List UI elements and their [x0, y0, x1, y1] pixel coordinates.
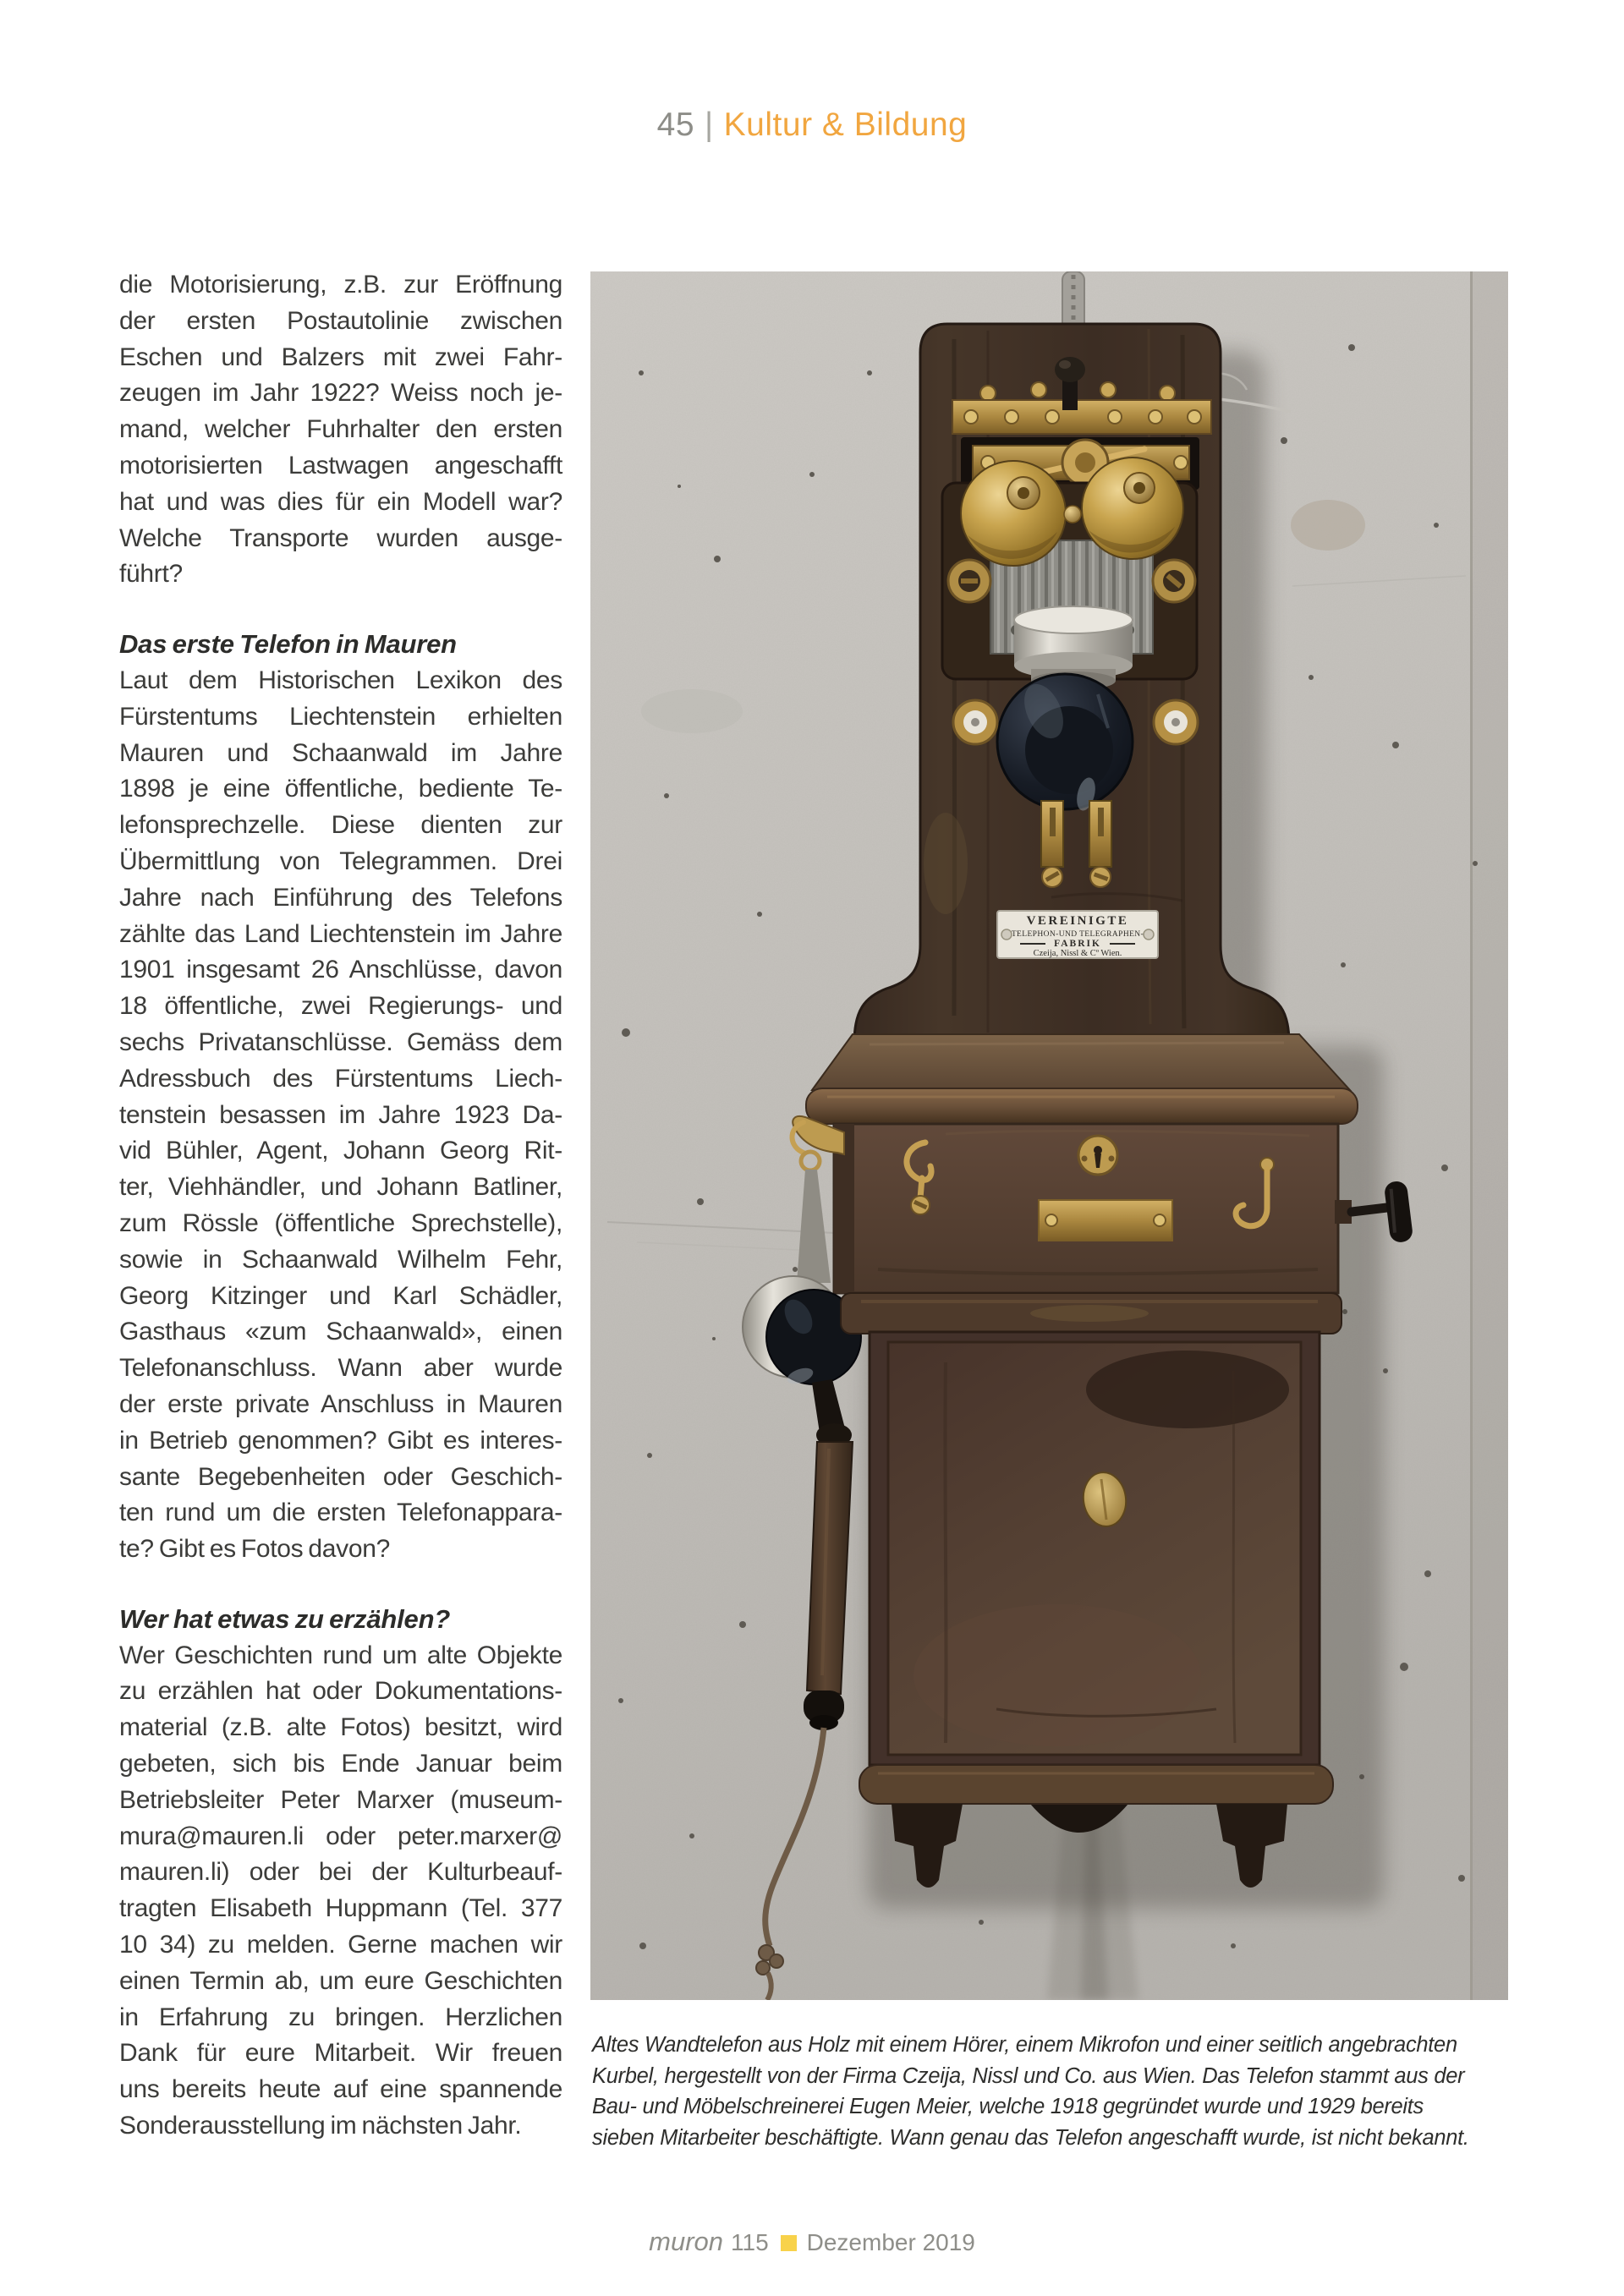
desk-brass-plate: [1039, 1200, 1172, 1241]
intro-paragraph: [119, 267, 562, 593]
lower-cabinet: [870, 1332, 1320, 1765]
text-line: die Motorisierung, z.B. zur Eröffnung: [119, 271, 562, 299]
plate-line-2: TELEPHON-UND TELEGRAPHEN-: [1011, 930, 1144, 939]
text-line: Telefonanschluss. Wann aber wurde: [119, 1354, 562, 1383]
page-footer: [0, 2227, 1624, 2257]
section-paragraph-erzaehlen: [119, 1638, 562, 2145]
text-line: motorisierten Lastwagen angeschafft: [119, 451, 562, 479]
magazine-name: muron: [649, 2227, 723, 2256]
page-number: 45: [656, 107, 695, 143]
text-line: sechs Privatanschlüsse. Gemäss dem: [119, 1027, 562, 1056]
photo-caption: [592, 2030, 1512, 2153]
text-line: Adressbuch des Fürstentums Liech-: [119, 1064, 562, 1093]
text-line: tragten Elisabeth Huppmann (Tel. 377: [119, 1894, 562, 1923]
text-line: Übermittlung von Telegrammen. Drei: [119, 847, 562, 875]
text-line: einen Termin ab, um eure Geschichten: [119, 1966, 562, 1995]
footer-bullet-icon: [781, 2235, 797, 2251]
text-line: in Erfahrung zu bringen. Herzlichen: [119, 2003, 562, 2031]
text-line: zu erzählen hat oder Dokumentations-: [119, 1677, 562, 1706]
text-line: Mauren und Schaanwald im Jahre: [119, 738, 562, 767]
keyhole-escutcheon: [1078, 1136, 1117, 1175]
text-line: Fürstentums Liechtenstein erhielten: [119, 702, 562, 731]
text-line: vid Bühler, Agent, Johann Georg Rit-: [119, 1137, 562, 1165]
text-line: 1901 insgesamt 26 Anschlüsse, davon: [119, 956, 562, 984]
article-photo: [590, 271, 1508, 2000]
section-paragraph-telefon: [119, 663, 562, 1568]
text-line: ter, Viehhändler, und Johann Batliner,: [119, 1173, 562, 1202]
text-line: Betriebsleiter Peter Marxer (museum-: [119, 1785, 562, 1814]
text-line: ten rund um die ersten Telefonappara-: [119, 1499, 562, 1527]
writing-desk: [806, 1034, 1413, 1293]
text-line: Welche Transporte wurden ausge-: [119, 523, 562, 552]
plate-line-3: FABRIK: [1054, 939, 1101, 949]
text-line: Gasthaus «zum Schaanwald», einen: [119, 1318, 562, 1346]
text-line: Wer Geschichten rund um alte Objekte: [119, 1641, 562, 1669]
header-separator: |: [705, 107, 714, 143]
plate-line-4: Czeija, Nissl & Cº Wien.: [1033, 949, 1122, 958]
text-line: Dank für eure Mitarbeit. Wir freuen: [119, 2039, 562, 2068]
text-line: in Betrieb genommen? Gibt es interes-: [119, 1426, 562, 1455]
text-line: Bau- und Möbelschreinerei Eugen Meier, welche 1918 gegründet wurde und 1929 bereits: [592, 2095, 1424, 2118]
text-line: uns bereits heute auf eine spannende: [119, 2075, 562, 2104]
page-header: [0, 107, 1624, 144]
text-line: 10 34) zu melden. Gerne machen wir: [119, 1931, 562, 1959]
text-line: material (z.B. alte Fotos) besitzt, wird: [119, 1713, 562, 1742]
text-line: 18 öffentliche, zwei Regierungs- und: [119, 992, 562, 1021]
text-line: sante Begebenheiten oder Geschich-: [119, 1462, 562, 1491]
text-line: der erste private Anschluss in Mauren: [119, 1389, 562, 1418]
issue-date: Dezember 2019: [806, 2229, 975, 2255]
text-line: hat und was dies für ein Modell war?: [119, 487, 562, 516]
text-line: mand, welcher Fuhrhalter den ersten: [119, 415, 562, 444]
text-line: Sonderausstellung im nächsten Jahr.: [119, 2112, 522, 2140]
text-line: Altes Wandtelefon aus Holz mit einem Hörer, einem Mikrofon und einer seitlich angebrachten: [592, 2033, 1457, 2057]
mid-rail: [841, 1293, 1341, 1334]
text-line: Laut dem Historischen Lexikon des: [119, 666, 562, 694]
text-line: führt?: [119, 560, 183, 589]
text-line: lefonsprechzelle. Diese dienten zur: [119, 811, 562, 840]
text-line: Jahre nach Einführung des Telefons: [119, 883, 562, 912]
text-line: zählte das Land Liechtenstein im Jahre: [119, 919, 562, 948]
text-line: mura@mauren.li oder peter.marxer@: [119, 1822, 562, 1850]
section-heading-telefon: Das erste Telefon in Mauren: [119, 629, 457, 660]
text-line: mauren.li) oder bei der Kulturbeauf-: [119, 1858, 562, 1887]
text-line: sowie in Schaanwald Wilhelm Fehr,: [119, 1245, 562, 1274]
text-line: gebeten, sich bis Ende Januar beim: [119, 1750, 562, 1778]
article-column: [119, 267, 562, 2145]
text-line: der ersten Postautolinie zwischen: [119, 306, 562, 335]
text-line: Kurbel, hergestellt von der Firma Czeija, Nissl und Co. aus Wien. Das Telefon stammt aus der: [592, 2063, 1465, 2088]
issue-number: 115: [731, 2229, 769, 2255]
wall-telephone-illustration: [590, 271, 1508, 2000]
section-label: Kultur & Bildung: [723, 107, 968, 143]
text-line: 1898 je eine öffentliche, bediente Te-: [119, 775, 562, 803]
text-line: sieben Mitarbeiter beschäftigte. Wann genau das Telefon angeschafft wurde, ist nicht bekannt.: [592, 2125, 1469, 2150]
maker-plate: [997, 911, 1158, 958]
text-line: Eschen und Balzers mit zwei Fahr-: [119, 342, 562, 371]
text-line: te? Gibt es Fotos davon?: [119, 1535, 391, 1564]
text-line: zeugen im Jahr 1922? Weiss noch je-: [119, 379, 562, 408]
section-heading-erzaehlen: Wer hat etwas zu erzählen?: [119, 1603, 451, 1634]
text-line: zum Rössle (öffentliche Sprechstelle),: [119, 1208, 562, 1237]
plate-line-1: VEREINIGTE: [1026, 914, 1129, 928]
text-line: tenstein besassen im Jahre 1923 Da-: [119, 1100, 562, 1129]
text-line: Georg Kitzinger und Karl Schädler,: [119, 1281, 562, 1310]
